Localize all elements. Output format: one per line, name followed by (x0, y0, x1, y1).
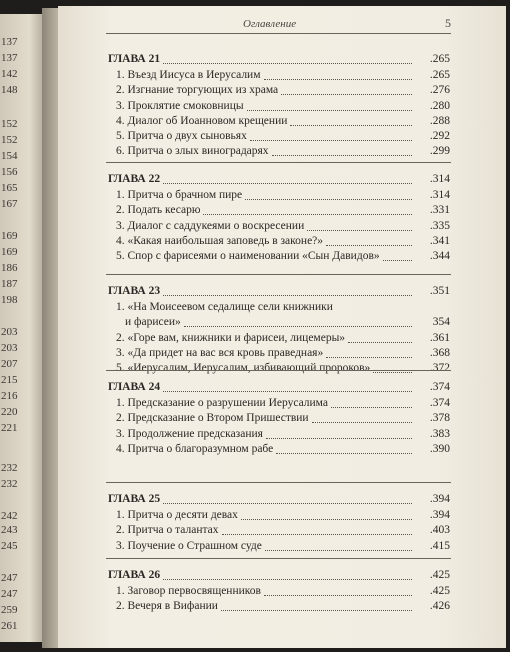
page-number: 5 (445, 16, 451, 30)
left-page-number: 220 (1, 406, 18, 418)
toc-entry[interactable] (58, 442, 506, 456)
toc-entry[interactable] (58, 331, 506, 345)
toc-entry-page: .415 (429, 539, 450, 552)
toc-entry[interactable] (58, 539, 506, 553)
chapter-heading-title: ГЛАВА 26 (108, 569, 161, 581)
left-page-number: 232 (1, 462, 18, 474)
chapter-heading-title: ГЛАВА 23 (108, 285, 161, 297)
toc-entry-title: 3. Диалог с саддукеями о воскресении (116, 219, 305, 232)
toc-entry-title: 1. Притча о брачном пире (116, 189, 243, 202)
toc-entry-continued[interactable] (58, 315, 506, 329)
toc-page (58, 6, 506, 648)
chapter-heading-title: ГЛАВА 22 (108, 173, 161, 185)
toc-entry-title: 5. Спор с фарисеями о наименовании «Сын Давидов» (116, 250, 380, 262)
left-page-number: 245 (1, 540, 18, 552)
left-page-number: 137 (1, 36, 18, 48)
dot-leader (222, 520, 412, 535)
toc-entry-page: .331 (429, 204, 450, 217)
left-page-number: 137 (1, 52, 18, 64)
toc-entry[interactable] (58, 99, 506, 113)
toc-entry-page: .361 (429, 331, 450, 344)
left-page-number: 215 (1, 374, 18, 386)
dot-leader (241, 505, 412, 520)
chapter-heading-page: .265 (429, 53, 450, 65)
left-page-number: 232 (1, 478, 18, 490)
toc-entry-page: .368 (429, 346, 450, 359)
toc-entry-page: .314 (429, 189, 450, 202)
dot-leader (331, 393, 412, 408)
left-page-edge (0, 14, 42, 642)
chapter-heading-page: .425 (429, 569, 450, 581)
dot-leader (326, 231, 412, 246)
toc-entry-title: 6. Притча о злых виноградарях (116, 145, 269, 158)
toc-entry-title: 1. «На Моисеевом седалище сели книжники (116, 301, 333, 314)
section-rule (106, 558, 451, 559)
toc-entry-page: .425 (429, 585, 450, 598)
toc-entry-page: .341 (429, 234, 450, 247)
toc-entry[interactable] (58, 203, 506, 217)
dot-leader (163, 49, 412, 64)
toc-entry[interactable] (58, 599, 506, 613)
dot-leader (184, 312, 412, 327)
dot-leader (250, 126, 412, 141)
left-page-number: 198 (1, 294, 18, 306)
dot-leader (276, 439, 412, 454)
section-rule (106, 162, 451, 163)
toc-entry[interactable] (58, 396, 506, 410)
chapter-heading-page: .314 (429, 173, 450, 185)
left-page-number: 165 (1, 182, 18, 194)
toc-entry-title: 3. Проклятие смоковницы (116, 99, 244, 112)
chapter-heading[interactable] (58, 380, 506, 394)
dot-leader (247, 96, 412, 111)
dot-leader (281, 80, 412, 95)
left-page-number: 148 (1, 84, 18, 96)
toc-entry-page: .394 (429, 509, 450, 522)
toc-entry-title: 1. Заговор первосвященников (116, 585, 261, 598)
running-head: Оглавление (243, 18, 297, 30)
chapter-heading-title: ГЛАВА 25 (108, 493, 161, 505)
section-rule (106, 370, 451, 371)
dot-leader (163, 281, 412, 296)
toc-entry-title: 4. Диалог об Иоанновом крещении (116, 114, 288, 127)
dot-leader (290, 111, 412, 126)
dot-leader (307, 216, 412, 231)
toc-entry-title: 2. Притча о талантах (116, 524, 219, 537)
left-page-number: 221 (1, 422, 18, 434)
left-page-number: 186 (1, 262, 18, 274)
dot-leader (326, 343, 412, 358)
toc-entry-page: .265 (429, 69, 450, 82)
toc-entry-page: .299 (429, 145, 450, 158)
chapter-heading-page: .374 (429, 381, 450, 393)
left-page-number: 152 (1, 118, 18, 130)
toc-entry[interactable] (58, 144, 506, 158)
toc-entry-page: .344 (429, 250, 450, 262)
chapter-heading[interactable] (58, 172, 506, 186)
left-page-number: 242 (1, 510, 18, 522)
toc-entry-title: 4. «Какая наибольшая заповедь в законе?» (116, 234, 324, 247)
toc-entry-page: .383 (429, 427, 450, 440)
toc-entry-title: 5. «Иерусалим, Иерусалим, избивающий пророков» (116, 362, 371, 374)
dot-leader (264, 581, 412, 596)
toc-entry[interactable] (58, 234, 506, 248)
chapter-heading-page: .394 (429, 493, 450, 505)
dot-leader (163, 489, 412, 504)
dot-leader (312, 408, 412, 423)
section-rule (106, 482, 451, 483)
toc-entry-continued-title: и фарисеи» (125, 316, 181, 329)
toc-entry-title: 3. Продолжение предсказания (116, 427, 263, 440)
toc-entry[interactable] (58, 249, 506, 263)
toc-entry-page: .403 (429, 524, 450, 537)
toc-entry-page: .288 (429, 114, 450, 127)
dot-leader (245, 185, 412, 200)
left-page-number: 142 (1, 68, 18, 80)
toc-entry-title: 3. Поучение о Страшном суде (116, 539, 262, 552)
chapter-heading-title: ГЛАВА 21 (108, 53, 161, 65)
left-page-number: 169 (1, 246, 18, 258)
dot-leader (265, 536, 412, 551)
left-page-number: 259 (1, 604, 18, 616)
chapter-heading[interactable] (58, 492, 506, 506)
left-page-number: 247 (1, 572, 18, 584)
toc-entry-title: 2. Изгнание торгующих из храма (116, 84, 279, 97)
toc-entry-page: .372 (429, 362, 450, 374)
header-rule (106, 33, 451, 34)
toc-entry-page: .292 (429, 130, 450, 142)
toc-entry-title: 2. Предсказание о Втором Пришествии (116, 412, 309, 425)
dot-leader (383, 246, 412, 261)
toc-entry-page: .390 (429, 442, 450, 455)
toc-entry[interactable] (58, 361, 506, 375)
dot-leader (203, 200, 412, 215)
toc-entry-page: .378 (429, 412, 450, 425)
left-page-number: 247 (1, 588, 18, 600)
left-page-number: 216 (1, 390, 18, 402)
left-page-number: 152 (1, 134, 18, 146)
toc-entry[interactable] (58, 219, 506, 233)
dot-leader (264, 65, 413, 80)
left-page-number: 167 (1, 198, 18, 210)
toc-entry-page: .276 (429, 84, 450, 97)
toc-entry-title: 3. «Да придет на вас вся кровь праведная» (116, 346, 324, 359)
left-page-number: 169 (1, 230, 18, 242)
chapter-heading[interactable] (58, 568, 506, 582)
dot-leader (221, 596, 412, 611)
chapter-heading-page: .351 (429, 285, 450, 297)
left-page-number: 243 (1, 524, 18, 536)
toc-entry-title: 1. Предсказание о разрушении Иерусалима (116, 397, 328, 410)
dot-leader (266, 424, 412, 439)
toc-entry-page: .374 (429, 397, 450, 410)
toc-entry-title: 2. Подать кесарю (116, 204, 201, 217)
toc-entry[interactable] (58, 346, 506, 360)
section-rule (106, 274, 451, 275)
toc-entry-title: 5. Притча о двух сыновьях (116, 130, 247, 142)
left-page-number: 187 (1, 278, 18, 290)
toc-entry-page: .426 (429, 600, 450, 613)
dot-leader (163, 169, 412, 184)
toc-entry-continued-page: 354 (432, 316, 450, 329)
toc-entry-title: 1. Притча о десяти девах (116, 509, 238, 522)
chapter-heading[interactable] (58, 52, 506, 66)
dot-leader (348, 328, 412, 343)
dot-leader (163, 565, 412, 580)
left-page-number: 203 (1, 326, 18, 338)
dot-leader (163, 377, 412, 392)
toc-entry-title: 2. Вечеря в Вифании (116, 600, 218, 613)
left-page-number: 261 (1, 620, 18, 632)
toc-entry-page: .335 (429, 219, 450, 232)
left-page-number: 203 (1, 342, 18, 354)
left-page-number: 207 (1, 358, 18, 370)
chapter-heading[interactable] (58, 284, 506, 298)
left-page-number: 156 (1, 166, 18, 178)
dot-leader (272, 141, 412, 156)
chapter-heading-title: ГЛАВА 24 (108, 381, 161, 393)
toc-entry-title: 1. Въезд Иисуса в Иерусалим (116, 69, 261, 82)
toc-entry-title: 4. Притча о благоразумном рабе (116, 442, 274, 455)
left-page-number: 154 (1, 150, 18, 162)
toc-entry-title: 2. «Горе вам, книжники и фарисеи, лицемеры» (116, 331, 346, 344)
toc-entry-page: .280 (429, 99, 450, 112)
